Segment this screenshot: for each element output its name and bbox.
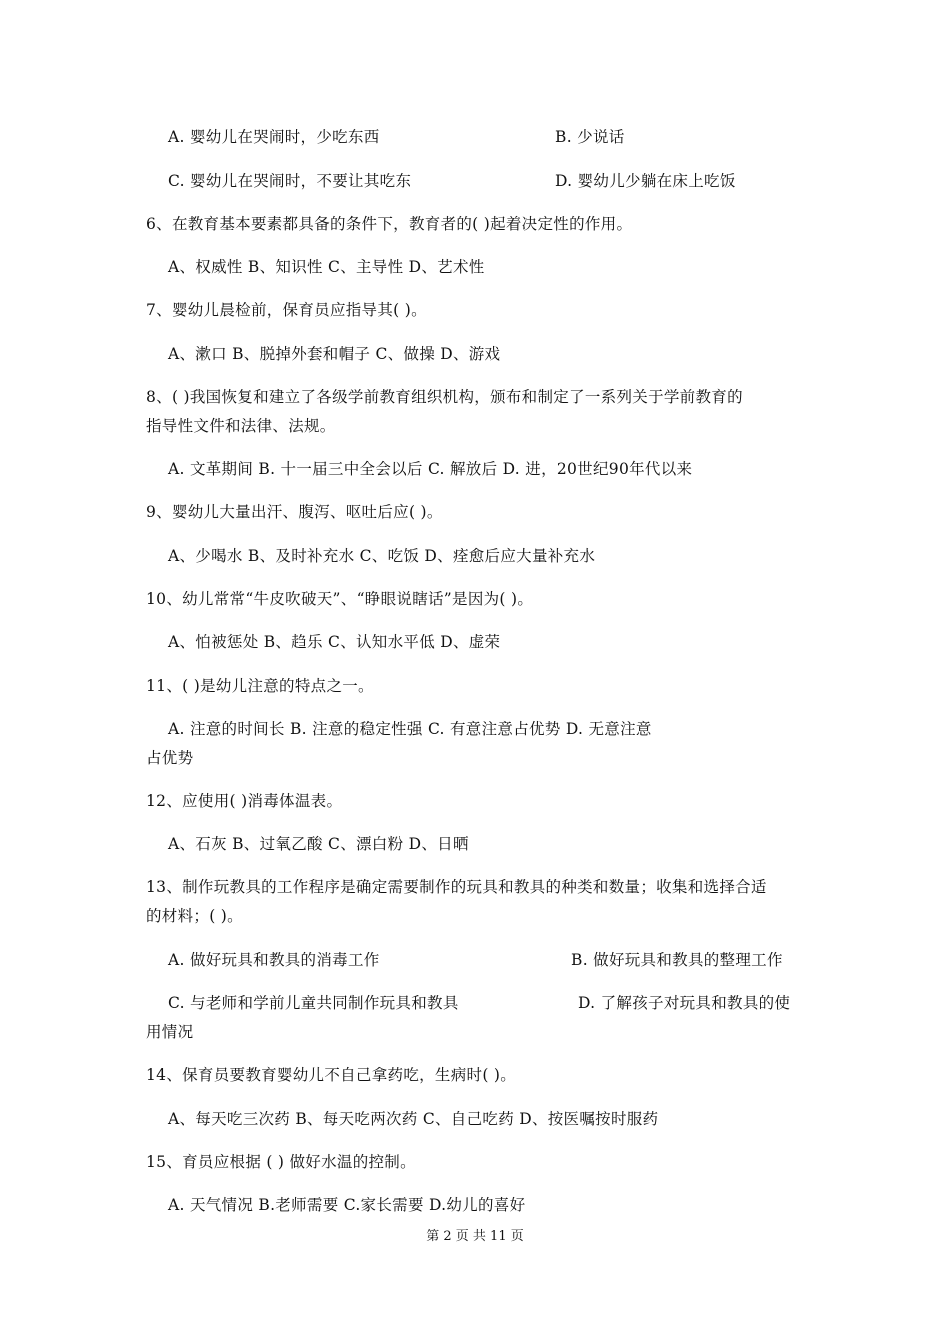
question-8-options: A. 文革期间 B. 十一届三中全会以后 C. 解放后 D. 进，20世纪90年代以来 (168, 460, 693, 478)
question-8-cont: 指导性文件和法律、法规。 (146, 417, 336, 435)
q5-option-d: D. 婴幼儿少躺在床上吃饭 (555, 172, 736, 190)
question-13-option-d-cont: 用情况 (146, 1023, 194, 1041)
question-7-options: A、漱口 B、脱掉外套和帽子 C、做操 D、游戏 (168, 345, 501, 363)
question-11-options: A. 注意的时间长 B. 注意的稳定性强 C. 有意注意占优势 D. 无意注意 (168, 720, 652, 738)
question-14: 14、保育员要教育婴幼儿不自己拿药吃，生病时( )。 (146, 1066, 517, 1084)
question-12-options: A、石灰 B、过氧乙酸 C、漂白粉 D、日晒 (168, 835, 469, 853)
question-13-option-b: B. 做好玩具和教具的整理工作 (571, 951, 783, 969)
question-10: 10、幼儿常常“牛皮吹破天”、“睁眼说瞎话”是因为( )。 (146, 590, 534, 608)
page-footer: 第 2 页 共 11 页 (426, 1229, 524, 1244)
question-6-options: A、权威性 B、知识性 C、主导性 D、艺术性 (168, 258, 485, 276)
question-10-options: A、怕被惩处 B、趋乐 C、认知水平低 D、虚荣 (168, 633, 501, 651)
question-13-option-a: A. 做好玩具和教具的消毒工作 (168, 951, 380, 969)
question-6: 6、在教育基本要素都具备的条件下，教育者的( )起着决定性的作用。 (146, 215, 633, 233)
question-9: 9、婴幼儿大量出汗、腹泻、呕吐后应( )。 (146, 503, 443, 521)
question-13-cont: 的材料；( )。 (146, 907, 243, 925)
question-12: 12、应使用( )消毒体温表。 (146, 792, 343, 810)
question-11: 11、( )是幼儿注意的特点之一。 (146, 677, 374, 695)
q5-option-c: C. 婴幼儿在哭闹时，不要让其吃东 (168, 172, 412, 190)
question-15: 15、育员应根据 ( ) 做好水温的控制。 (146, 1153, 416, 1171)
question-8: 8、( )我国恢复和建立了各级学前教育组织机构，颁布和制定了一系列关于学前教育的 (146, 388, 743, 406)
question-7: 7、婴幼儿晨检前，保育员应指导其( )。 (146, 301, 427, 319)
question-13-option-c: C. 与老师和学前儿童共同制作玩具和教具 (168, 994, 459, 1012)
question-15-options: A. 天气情况 B.老师需要 C.家长需要 D.幼儿的喜好 (168, 1196, 526, 1214)
question-13: 13、制作玩教具的工作程序是确定需要制作的玩具和教具的种类和数量；收集和选择合适 (146, 878, 767, 896)
question-14-options: A、每天吃三次药 B、每天吃两次药 C、自己吃药 D、按医嘱按时服药 (168, 1110, 659, 1128)
question-11-options-cont: 占优势 (146, 749, 194, 767)
question-9-options: A、少喝水 B、及时补充水 C、吃饭 D、痊愈后应大量补充水 (168, 547, 596, 565)
question-13-option-d: D. 了解孩子对玩具和教具的使 (578, 994, 791, 1012)
q5-option-a: A. 婴幼儿在哭闹时，少吃东西 (168, 128, 380, 146)
q5-option-b: B. 少说话 (555, 128, 625, 146)
